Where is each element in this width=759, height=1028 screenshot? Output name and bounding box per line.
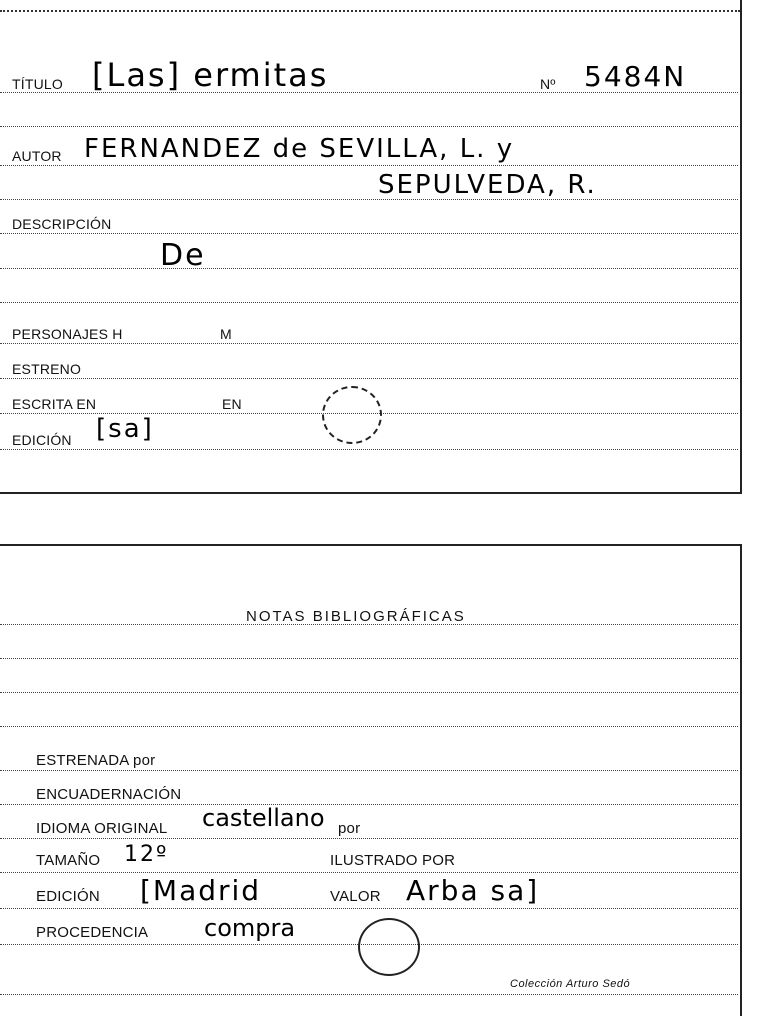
descripcion-value: De [160, 238, 206, 273]
valor-value: Arba sa] [406, 874, 540, 907]
circular-stamp [322, 386, 382, 444]
rule-personajes [0, 343, 738, 344]
numero-value: 5484N [584, 60, 687, 93]
rule-idioma [0, 838, 738, 839]
rule-descripcion-2 [0, 268, 738, 269]
circular-stamp-bottom [358, 918, 420, 976]
rule-blank-1 [0, 126, 738, 127]
rule-credit [0, 994, 738, 995]
rule-edicion [0, 449, 738, 450]
card-top-edge [0, 10, 740, 12]
encuadernacion-label: ENCUADERNACIÓN [36, 786, 182, 803]
idioma-por-label: por [338, 820, 361, 837]
rule-edicion-bottom [0, 908, 738, 909]
escrita-label: ESCRITA EN [12, 396, 97, 412]
rule-titulo [0, 92, 738, 93]
catalog-card-top [0, 0, 742, 494]
rule-blank-2 [0, 302, 738, 303]
idioma-value: castellano [202, 804, 325, 832]
idioma-label: IDIOMA ORIGINAL [36, 820, 168, 837]
edicion-label: EDICIÓN [12, 432, 72, 448]
titulo-label: TÍTULO [12, 76, 63, 92]
estrenada-label: ESTRENADA por [36, 752, 156, 769]
rule-autor-2 [0, 199, 738, 200]
rule-encuadernacion [0, 804, 738, 805]
descripcion-label: DESCRIPCIÓN [12, 216, 112, 232]
ilustrado-label: ILUSTRADO POR [330, 852, 456, 869]
personajes-label: PERSONAJES H [12, 326, 123, 342]
procedencia-label: PROCEDENCIA [36, 924, 149, 941]
numero-label: Nº [540, 76, 556, 92]
rule-descripcion [0, 233, 738, 234]
rule-notas [0, 624, 738, 625]
autor-label: AUTOR [12, 148, 62, 164]
rule-tamano [0, 872, 738, 873]
collection-credit: Colección Arturo Sedó [510, 978, 631, 990]
rule-notas-4 [0, 726, 738, 727]
valor-label: VALOR [330, 888, 381, 905]
rule-autor [0, 165, 738, 166]
personajes-m-label: M [220, 326, 232, 342]
autor-line2: SEPULVEDA, R. [378, 170, 597, 200]
autor-line1: FERNANDEZ de SEVILLA, L. y [84, 134, 515, 164]
notas-heading: NOTAS BIBLIOGRÁFICAS [246, 608, 466, 625]
rule-notas-3 [0, 692, 738, 693]
rule-notas-2 [0, 658, 738, 659]
rule-estreno [0, 378, 738, 379]
edicion-value-bottom: [Madrid [140, 874, 262, 907]
tamano-value: 12º [124, 842, 169, 867]
catalog-card-bottom [0, 544, 742, 1016]
rule-estrenada [0, 770, 738, 771]
titulo-value: [Las] ermitas [92, 56, 329, 94]
procedencia-value: compra [204, 914, 296, 942]
escrita-en-label: EN [222, 396, 242, 412]
estreno-label: ESTRENO [12, 361, 82, 377]
edicion-value: [sa] [96, 414, 154, 444]
tamano-label: TAMAÑO [36, 852, 101, 869]
edicion-label-bottom: EDICIÓN [36, 888, 100, 905]
